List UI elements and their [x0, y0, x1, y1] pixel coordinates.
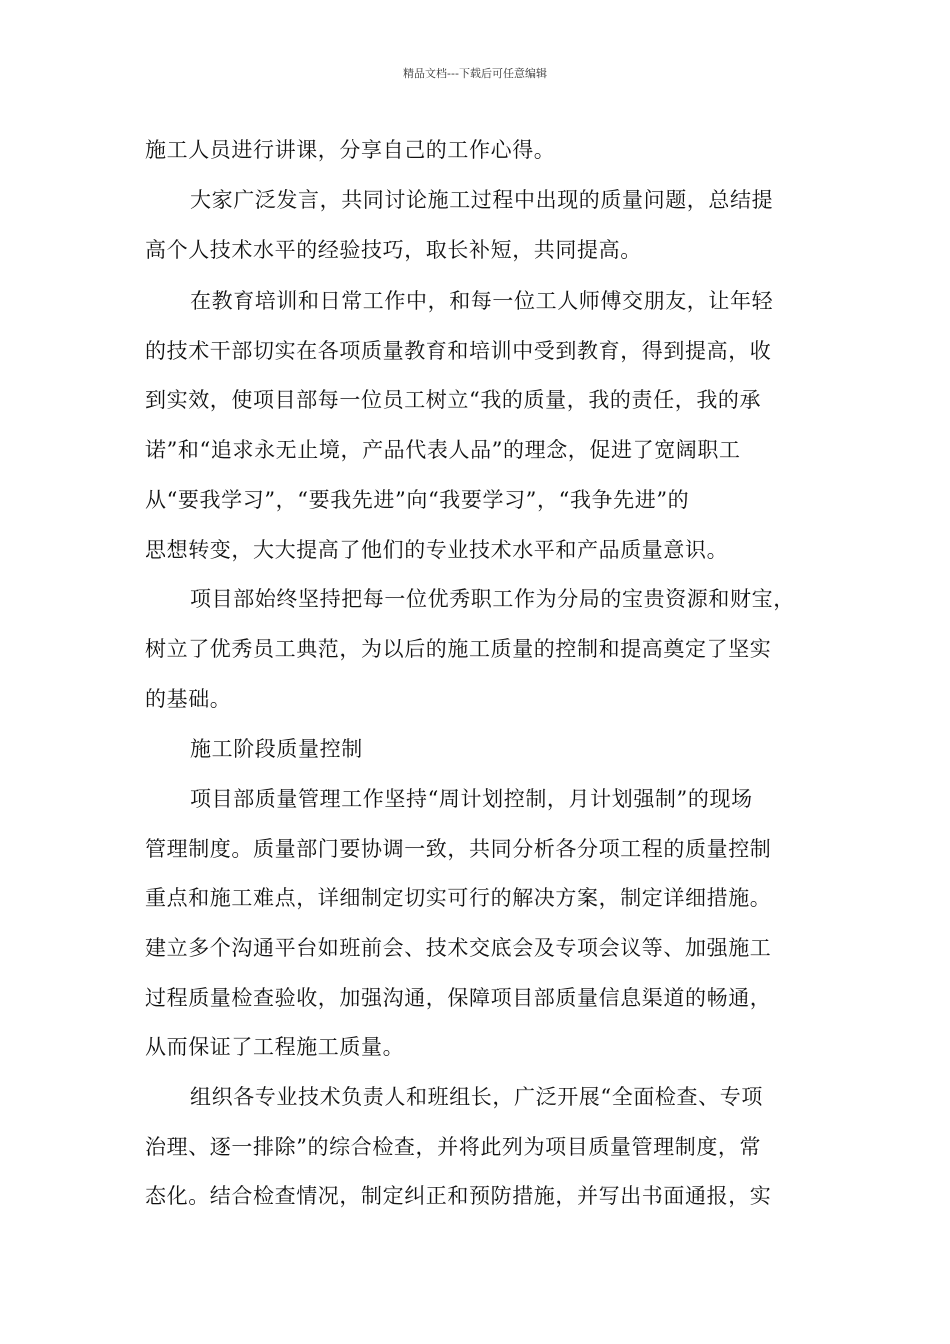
text-line: 思想转变，大大提高了他们的专业技术水平和产品质量意识。: [145, 538, 729, 562]
text-line: 的技术干部切实在各项质量教育和培训中受到教育，得到提高，收: [145, 339, 772, 363]
text-line: 从“要我学习”，“要我先进”向“我要学习”，“我争先进”的: [145, 488, 690, 512]
text-line: 高个人技术水平的经验技巧，取长补短，共同提高。: [145, 238, 642, 262]
text-line: 在教育培训和日常工作中，和每一位工人师傅交朋友，让年轻: [190, 289, 774, 313]
text-line: 的基础。: [145, 687, 232, 711]
text-line: 到实效，使项目部每一位员工树立“我的质量，我的责任，我的承: [145, 388, 762, 412]
section-heading: 施工阶段质量控制: [190, 737, 363, 761]
text-line: 项目部始终坚持把每一位优秀职工作为分局的宝贵资源和财宝，: [190, 587, 795, 611]
text-line: 管理制度。质量部门要协调一致，共同分析各分项工程的质量控制: [145, 837, 772, 861]
text-line: 施工人员进行讲课，分享自己的工作心得。: [145, 138, 556, 162]
text-line: 从而保证了工程施工质量。: [145, 1035, 405, 1059]
text-line: 树立了优秀员工典范，为以后的施工质量的控制和提高奠定了坚实: [145, 637, 772, 661]
text-line: 项目部质量管理工作坚持“周计划控制，月计划强制”的现场: [190, 787, 753, 811]
text-line: 大家广泛发言，共同讨论施工过程中出现的质量问题，总结提: [190, 188, 774, 212]
text-line: 态化。结合检查情况，制定纠正和预防措施，并写出书面通报，实: [145, 1184, 772, 1208]
text-line: 重点和施工难点，详细制定切实可行的解决方案，制定详细措施。: [145, 886, 772, 910]
text-line: 建立多个沟通平台如班前会、技术交底会及专项会议等、加强施工: [145, 936, 772, 960]
text-line: 诺”和“追求永无止境，产品代表人品”的理念，促进了宽阔职工: [145, 438, 741, 462]
text-line: 组织各专业技术负责人和班组长，广泛开展“全面检查、专项: [190, 1085, 763, 1109]
text-line: 治理、逐一排除”的综合检查，并将此列为项目质量管理制度，常: [145, 1135, 762, 1159]
text-line: 过程质量检查验收，加强沟通，保障项目部质量信息渠道的畅通，: [145, 986, 772, 1010]
page-header: 精品文档---下载后可任意编辑: [403, 67, 547, 80]
